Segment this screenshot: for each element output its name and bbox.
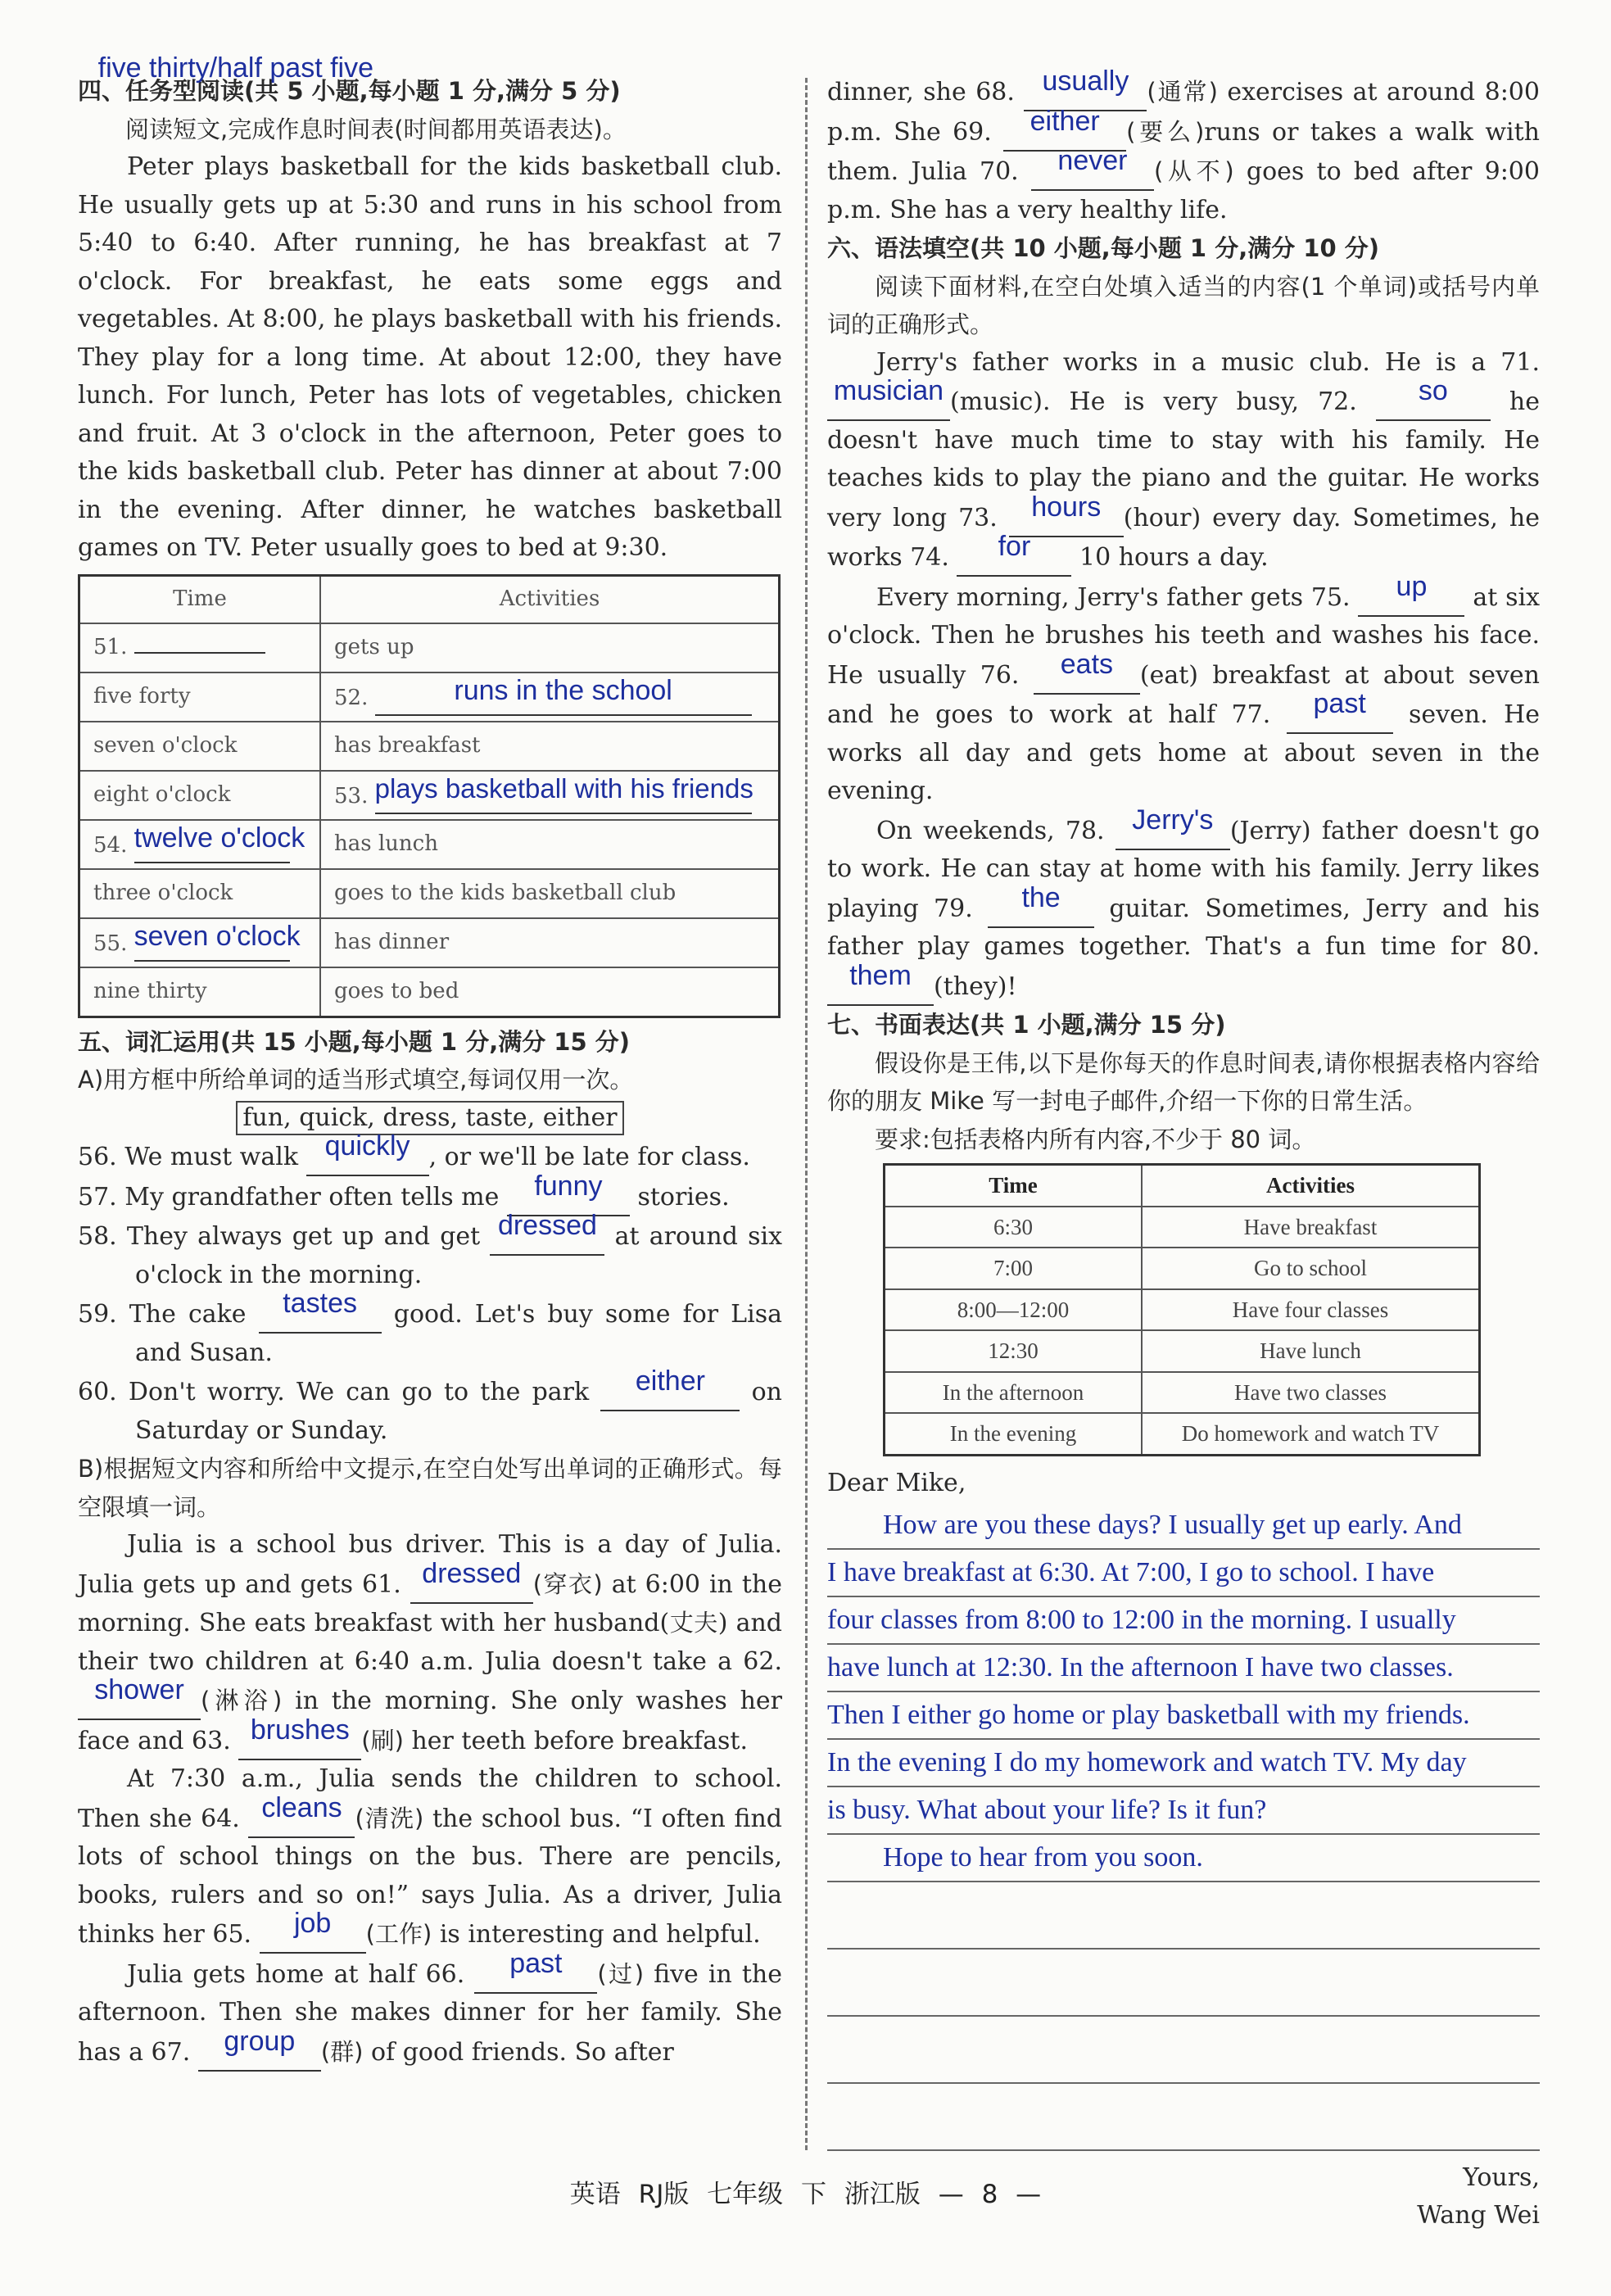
letter-closing: Yours, [1463,2163,1540,2192]
q57-answer: funny [534,1170,603,1202]
question-60: 60. Don't worry. We can go to the park either on Saturday or Sunday. [78,1365,782,1445]
table-row: 8:00—12:00 Have four classes [885,1289,1480,1331]
q59-answer: tastes [283,1288,358,1319]
row2-time: five forty [79,672,321,722]
q68-answer: usually [1042,66,1129,97]
q75-answer: up [1396,570,1428,602]
section-5b-instruction: B)根据短文内容和所给中文提示,在空白处写出单词的正确形式。每空限填一词。 [78,1455,782,1521]
q58-answer: dressed [497,1210,597,1241]
letter-line: have lunch at 12:30. In the afternoon I have two classes. [827,1645,1540,1692]
table-row: 7:00 Go to school [885,1248,1480,1289]
jerry-paragraph-1: Jerry's father works in a music club. He is a 71. musician (music). He is very busy, 72. so he doesn't have much time to stay with his family. He teaches kids to play the piano and the guitar. He works very long 73. hours (hour) every day. Sometimes, he works 74. for 10 hours a day. [827,344,1540,577]
table-row: 6:30 Have breakfast [885,1207,1480,1248]
letter-line: In the evening I do my homework and watch TV. My day [827,1740,1540,1787]
section-7-instruction: 假设你是王伟,以下是你每天的作息时间表,请你根据表格内容给你的朋友 Mike 写一封电子邮件,介绍一下你的日常生活。 [827,1048,1540,1115]
q77-answer: past [1313,688,1366,719]
word-box: fun, quick, dress, taste, either [236,1101,623,1135]
header-activities: Activities [1142,1165,1480,1207]
q56-blank [306,1130,429,1176]
q67-blank [198,2025,321,2072]
question-58: 58. They always get up and get dressed at around six o'clock in the morning. [78,1210,783,1289]
q64-blank [248,1791,355,1838]
q60-blank [600,1365,740,1411]
table-row [79,820,780,869]
q72-answer: so [1418,375,1448,406]
q73-answer: hours [1031,491,1102,523]
table-header-row [79,575,780,623]
header-activities: Activities [320,575,780,623]
q51-blank [134,636,265,654]
table-row [79,771,780,820]
q56-answer: quickly [324,1130,410,1162]
letter-line: Then I either go home or play basketball with my friends. [827,1692,1540,1740]
letter-line: four classes from 8:00 to 12:00 in the morning. I usually [827,1597,1540,1645]
q55-number: 55. [93,931,128,956]
table-row [79,672,780,722]
left-column [78,52,783,2072]
q72-blank [1376,375,1491,421]
table-row [79,869,780,918]
section-4-passage: Peter plays basketball for the kids basketball club. He usually gets up at 5:30 and runs in his school from 5:40 to 6:40. After running, he has breakfast at 7 o'clock. For breakfast, he eats some eggs and vegetables. At 8:00, he plays basketball with his friends. They play for a long time. At about 12:00, they have lunch. For lunch, Peter has lots of vegetables, chicken and fruit. At 3 o'clock in the afternoon, Peter goes to the kids basketball club. Peter has dinner at about 7:00 in the evening. After dinner, he watches basketball games on TV. Peter usually goes to bed at 9:30. [78,152,782,562]
header-time: Time [79,575,321,623]
blank-line [827,2084,1540,2151]
table-header-row [885,1165,1480,1207]
table-row: In the afternoon Have two classes [885,1372,1480,1414]
section-4-title: 四、任务型阅读(共 5 小题,每小题 1 分,满分 5 分) [78,77,621,105]
section-6-title: 六、语法填空(共 10 小题,每小题 1 分,满分 10 分) [827,234,1380,262]
table-row: 12:30 Have lunch [885,1330,1480,1372]
q71-answer: musician [833,375,944,406]
jerry-paragraph-3: On weekends, 78. Jerry's (Jerry) father doesn't go to work. He can stay at home with his family. Jerry likes playing 79. the guitar. Sometimes, Jerry and his father play games together. That's a fun time for 80. them (they)! [827,811,1540,1007]
q67-answer: group [224,2025,296,2057]
q74-answer: for [998,531,1031,562]
letter-body [827,1502,1540,1882]
row6-activity: goes to the kids basketball club [320,869,780,918]
q63-blank [238,1714,361,1760]
table-row [79,967,780,1017]
q59-blank [259,1288,382,1334]
section-4-instruction: 阅读短文,完成作息时间表(时间都用英语表达)。 [125,115,627,143]
section-5a-instruction: A)用方框中所给单词的适当形式填空,每词仅用一次。 [78,1066,634,1094]
q79-blank [988,881,1094,928]
q70-answer: never [1057,145,1128,176]
wang-wei-schedule-table [883,1163,1481,1456]
q78-blank [1115,804,1230,850]
blank-line [827,1882,1540,1950]
q54-blank [133,822,305,863]
row8-time: nine thirty [79,967,321,1017]
question-57: 57. My grandfather often tells me funny stories. [78,1177,782,1217]
header-time: Time [885,1165,1143,1207]
table-row [79,623,780,672]
section-6-instruction: 阅读下面材料,在空白处填入适当的内容(1 个单词)或括号内单词的正确形式。 [827,272,1540,338]
q63-answer: brushes [250,1714,350,1746]
blank-line [827,1950,1540,2017]
q54-number: 54. [93,832,128,858]
letter-line: is busy. What about your life? Is it fun? [827,1787,1540,1835]
row3-time: seven o'clock [79,722,321,771]
julia-paragraph-1: Julia is a school bus driver. This is a day of Julia. Julia gets up and gets 61. dressed (穿衣) at 6:00 in the morning. She eats breakfast with her husband(丈夫) and their two children at 6:40 a.m. Julia doesn't take a 62. shower (淋浴) in the morning. She only washes her face and 63. brushes (刷) her teeth before breakfast. [78,1526,782,1760]
q51-answer: five thirty/half past five [97,52,373,84]
row4-time: eight o'clock [79,771,321,820]
q53-answer: plays basketball with his friends [374,772,753,804]
q62-answer: shower [94,1674,184,1705]
row1-activity: gets up [320,623,780,672]
q66-answer: past [509,1947,563,1979]
q52-number: 52. [334,685,369,710]
q79-answer: the [1021,881,1061,913]
q78-answer: Jerry's [1132,804,1214,836]
q70-blank [1031,145,1154,191]
right-column [827,66,1541,2235]
jerry-paragraph-2: Every morning, Jerry's father gets 75. up at six o'clock. Then he brushes his teeth and washes his face. He usually 76. eats (eat) breakfast at about seven and he goes to work at half 77. past seven. He works all day and gets home at about seven in the evening. [827,570,1541,805]
q62-blank [78,1674,201,1720]
row8-activity: goes to bed [320,967,780,1017]
q69-answer: either [1030,105,1100,137]
q53-blank [374,772,753,814]
q58-blank [490,1210,604,1256]
julia-paragraph-3-continued: dinner, she 68. usually (通常) exercises at around 8:00 p.m. She 69. either (要么)runs or takes a walk with them. Julia 70. never (从不) goes to bed after 9:00 p.m. She has a very healthy life. [827,66,1540,224]
row6-time: three o'clock [79,869,321,918]
page-footer: 英语 RJ版 七年级 下 浙江版 — 8 — [569,2180,1042,2209]
q65-answer: job [293,1908,332,1939]
q66-blank [474,1947,597,1994]
table-row: In the evening Do homework and watch TV [885,1413,1480,1455]
table-row [79,722,780,771]
section-7-requirement: 要求:包括表格内所有内容,不少于 80 词。 [875,1125,1316,1153]
q55-answer: seven o'clock [133,920,301,952]
question-56: 56. We must walk quickly , or we'll be late for class. [78,1137,782,1177]
q52-answer: runs in the school [454,674,672,706]
q76-blank [1034,648,1140,695]
table-row [79,918,780,967]
q80-answer: them [849,959,912,991]
section-5-title: 五、词汇运用(共 15 小题,每小题 1 分,满分 15 分) [78,1027,631,1056]
q51-number: 51. [93,635,128,660]
q80-blank [827,959,934,1006]
q61-blank [410,1557,533,1604]
q54-answer: twelve o'clock [133,822,305,854]
q55-blank [133,920,301,962]
q71-blank [827,375,950,421]
q61-answer: dressed [422,1557,522,1589]
q77-blank [1287,688,1393,734]
row3-activity: has breakfast [320,722,780,771]
letter-line: How are you these days? I usually get up early. And [827,1502,1540,1550]
letter-line: I have breakfast at 6:30. At 7:00, I go to school. I have [827,1550,1540,1597]
row7-activity: has dinner [320,918,780,967]
blank-line [827,2017,1540,2084]
q76-answer: eats [1060,648,1114,680]
q60-answer: either [635,1365,705,1397]
row5-activity: has lunch [320,820,780,869]
q65-blank [260,1908,366,1954]
question-59: 59. The cake tastes good. Let's buy some for Lisa and Susan. [78,1288,782,1367]
q52-blank [375,674,752,716]
letter-signature: Wang Wei [1417,2201,1540,2230]
q74-blank [957,531,1071,577]
column-divider [805,78,808,2150]
letter-line: Hope to hear from you soon. [827,1835,1540,1882]
letter-greeting: Dear Mike, [827,1468,966,1497]
section-7-title: 七、书面表达(共 1 小题,满分 15 分) [827,1011,1226,1039]
julia-paragraph-3: Julia gets home at half 66. past (过) five in the afternoon. Then she makes dinner for her family. She has a 67. group (群) of good friends. So after [78,1954,782,2072]
q53-number: 53. [334,783,369,808]
julia-paragraph-2: At 7:30 a.m., Julia sends the children to school. Then she 64. cleans (清洗) the school bus. “I often find lots of school things on the bus. There are pencils, books, rulers and so on!” says Julia. As a driver, Julia thinks her 65. job (工作) is interesting and helpful. [78,1760,782,1954]
q75-blank [1358,570,1464,617]
q64-answer: cleans [261,1791,342,1823]
